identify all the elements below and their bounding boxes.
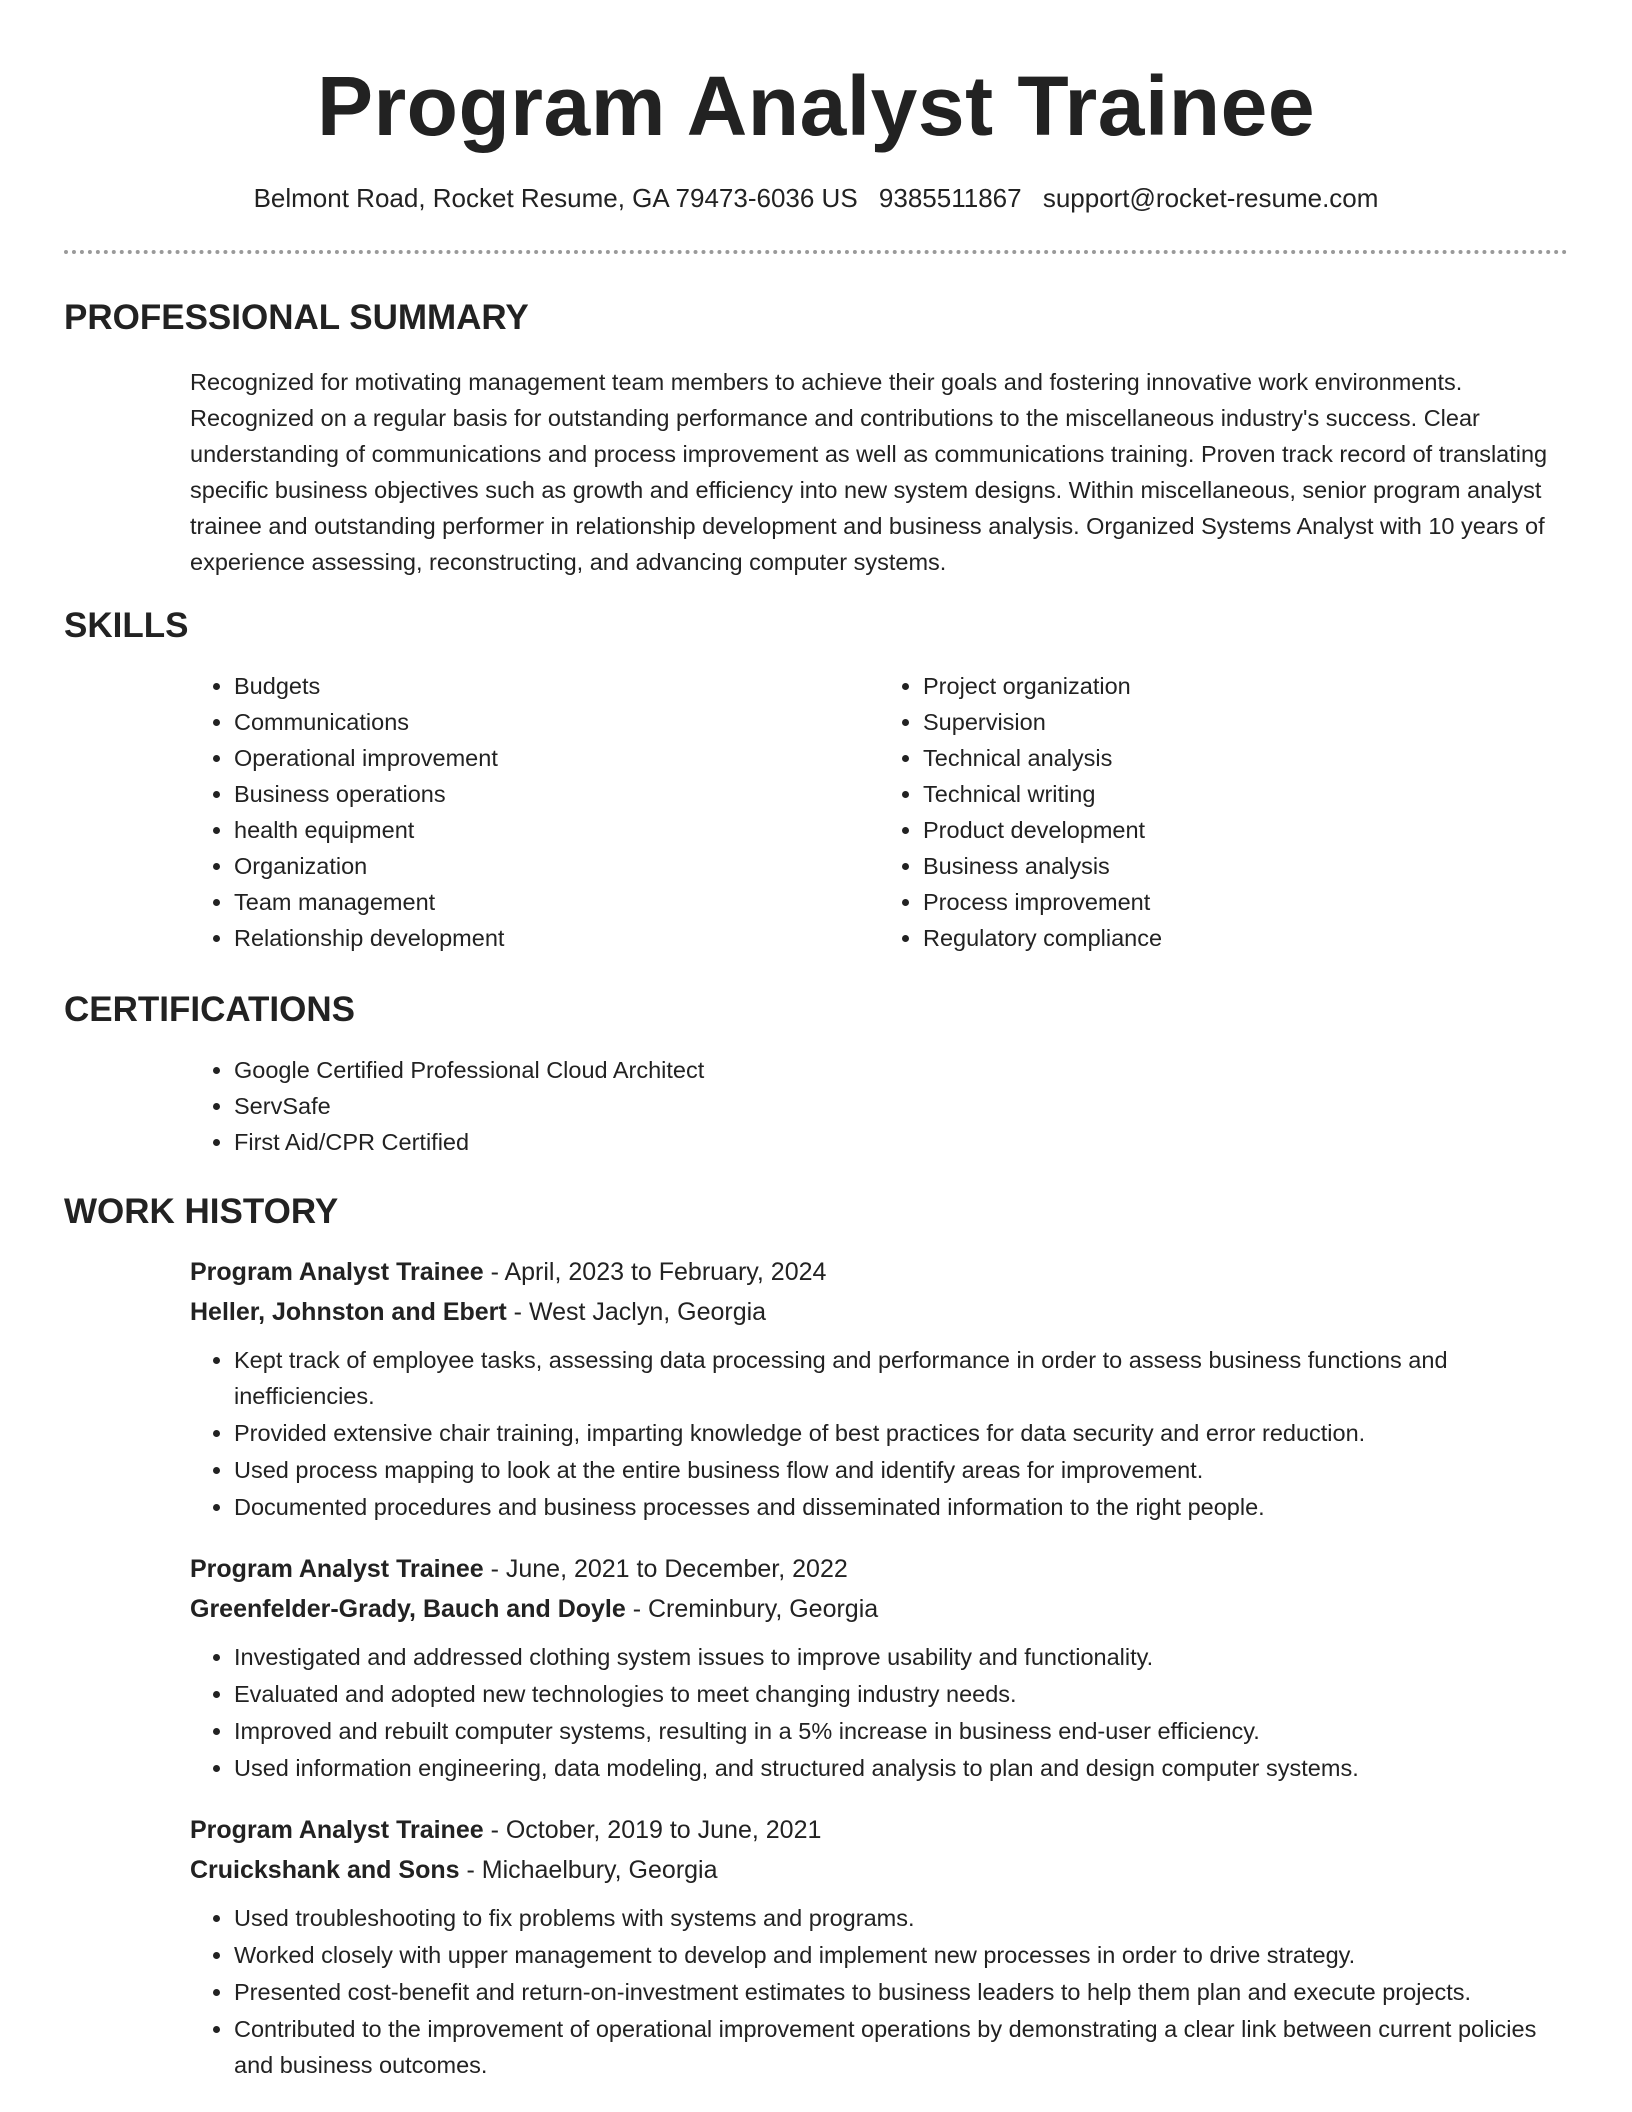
contact-address: Belmont Road, Rocket Resume, GA 79473-6036 US: [253, 183, 858, 213]
job-bullets: [190, 1342, 1568, 1525]
summary-text: Recognized for motivating management team members to achieve their goals and fostering innovative work environments. Recognized on a regular basis for outstanding performance and contributions to the miscellaneous industry's success. Clear understanding of communications and process improvement as well as communications training. Proven track record of translating specific business objectives such as growth and efficiency into new system designs. Within miscellaneous, senior program analyst trainee and outstanding performer in relationship development and business analysis. Organized Systems Analyst with 10 years of experience assessing, reconstructing, and advancing computer systems.: [190, 369, 1548, 575]
job-bullet: • Presented cost-benefit and return-on-investment estimates to business leaders to help them plan and execute projects.: [234, 1974, 1568, 2010]
job-location: - West Jaclyn, Georgia: [506, 1298, 767, 1326]
jobs-list: [190, 1252, 1568, 2083]
skill-item: • Process improvement: [923, 884, 1568, 920]
certifications-list: [190, 1052, 1568, 1160]
job-title: Program Analyst Trainee: [190, 1555, 484, 1583]
skill-item: • Project organization: [923, 668, 1568, 704]
job-company-line: [190, 1589, 1568, 1629]
skills-heading: SKILLS: [64, 606, 189, 645]
job-bullet: • Used process mapping to look at the entire business flow and identify areas for improvement.: [234, 1452, 1568, 1488]
skill-item: • Communications: [234, 704, 879, 740]
certifications-heading: CERTIFICATIONS: [64, 990, 356, 1029]
job-bullets: [190, 1900, 1568, 2083]
job-dates: - June, 2021 to December, 2022: [483, 1555, 848, 1583]
job-company-line: [190, 1850, 1568, 1890]
job-company: Heller, Johnston and Ebert: [190, 1298, 507, 1326]
certification-item: • First Aid/CPR Certified: [234, 1124, 1568, 1160]
skill-item: • Product development: [923, 812, 1568, 848]
job-entry: [190, 1252, 1568, 1525]
work-history-section: [64, 1190, 1568, 2107]
job-location: - Creminbury, Georgia: [625, 1595, 879, 1623]
skill-item: • Team management: [234, 884, 879, 920]
certification-item: • Google Certified Professional Cloud Architect: [234, 1052, 1568, 1088]
job-entry: [190, 1549, 1568, 1786]
summary-section: [64, 296, 1568, 580]
skills-right-list: [879, 668, 1568, 956]
job-title: Program Analyst Trainee: [190, 1816, 484, 1844]
skill-item: • Relationship development: [234, 920, 879, 956]
summary-heading: PROFESSIONAL SUMMARY: [64, 298, 529, 337]
job-bullet: • Used information engineering, data modeling, and structured analysis to plan and design computer systems.: [234, 1750, 1568, 1786]
job-company: Greenfelder-Grady, Bauch and Doyle: [190, 1595, 626, 1623]
skills-left-list: [190, 668, 879, 956]
job-bullet: • Documented procedures and business processes and disseminated information to the right people.: [234, 1489, 1568, 1525]
skill-item: • Budgets: [234, 668, 879, 704]
contact-line: [0, 180, 1632, 216]
skill-item: • Organization: [234, 848, 879, 884]
job-company-line: [190, 1292, 1568, 1332]
skill-item: • Technical writing: [923, 776, 1568, 812]
job-title-line: [190, 1252, 1568, 1292]
candidate-name: Program Analyst Trainee: [316, 59, 1316, 153]
job-dates: - April, 2023 to February, 2024: [483, 1258, 827, 1286]
job-entry: [190, 1810, 1568, 2083]
job-bullets: [190, 1639, 1568, 1786]
header-divider: [64, 250, 1568, 254]
job-bullet: • Evaluated and adopted new technologies to meet changing industry needs.: [234, 1676, 1568, 1712]
job-bullet: • Provided extensive chair training, imparting knowledge of best practices for data security and error reduction.: [234, 1415, 1568, 1451]
certification-item: • ServSafe: [234, 1088, 1568, 1124]
job-bullet: • Worked closely with upper management to develop and implement new processes in order to drive strategy.: [234, 1937, 1568, 1973]
job-title: Program Analyst Trainee: [190, 1258, 484, 1286]
skill-item: • Regulatory compliance: [923, 920, 1568, 956]
skill-item: • health equipment: [234, 812, 879, 848]
skill-item: • Business operations: [234, 776, 879, 812]
job-bullet: • Contributed to the improvement of operational improvement operations by demonstrating a clear link between current policies and business outcomes.: [234, 2011, 1568, 2083]
job-title-line: [190, 1549, 1568, 1589]
skills-grid: [190, 668, 1568, 956]
skill-item: • Business analysis: [923, 848, 1568, 884]
job-bullet: • Investigated and addressed clothing system issues to improve usability and functionality.: [234, 1639, 1568, 1675]
certifications-section: [64, 988, 1568, 1160]
skills-section: [64, 604, 1568, 956]
contact-phone: 9385511867: [878, 183, 1022, 213]
work-history-heading: WORK HISTORY: [64, 1192, 339, 1231]
skill-item: • Operational improvement: [234, 740, 879, 776]
job-location: - Michaelbury, Georgia: [459, 1856, 718, 1884]
job-bullet: • Used troubleshooting to fix problems with systems and programs.: [234, 1900, 1568, 1936]
job-bullet: • Kept track of employee tasks, assessing data processing and performance in order to assess business functions and inefficiencies.: [234, 1342, 1568, 1414]
job-title-line: [190, 1810, 1568, 1850]
skill-item: • Supervision: [923, 704, 1568, 740]
job-dates: - October, 2019 to June, 2021: [483, 1816, 822, 1844]
job-bullet: • Improved and rebuilt computer systems, resulting in a 5% increase in business end-user efficiency.: [234, 1713, 1568, 1749]
contact-email: support@rocket-resume.com: [1042, 183, 1379, 213]
job-company: Cruickshank and Sons: [190, 1856, 460, 1884]
skill-item: • Technical analysis: [923, 740, 1568, 776]
